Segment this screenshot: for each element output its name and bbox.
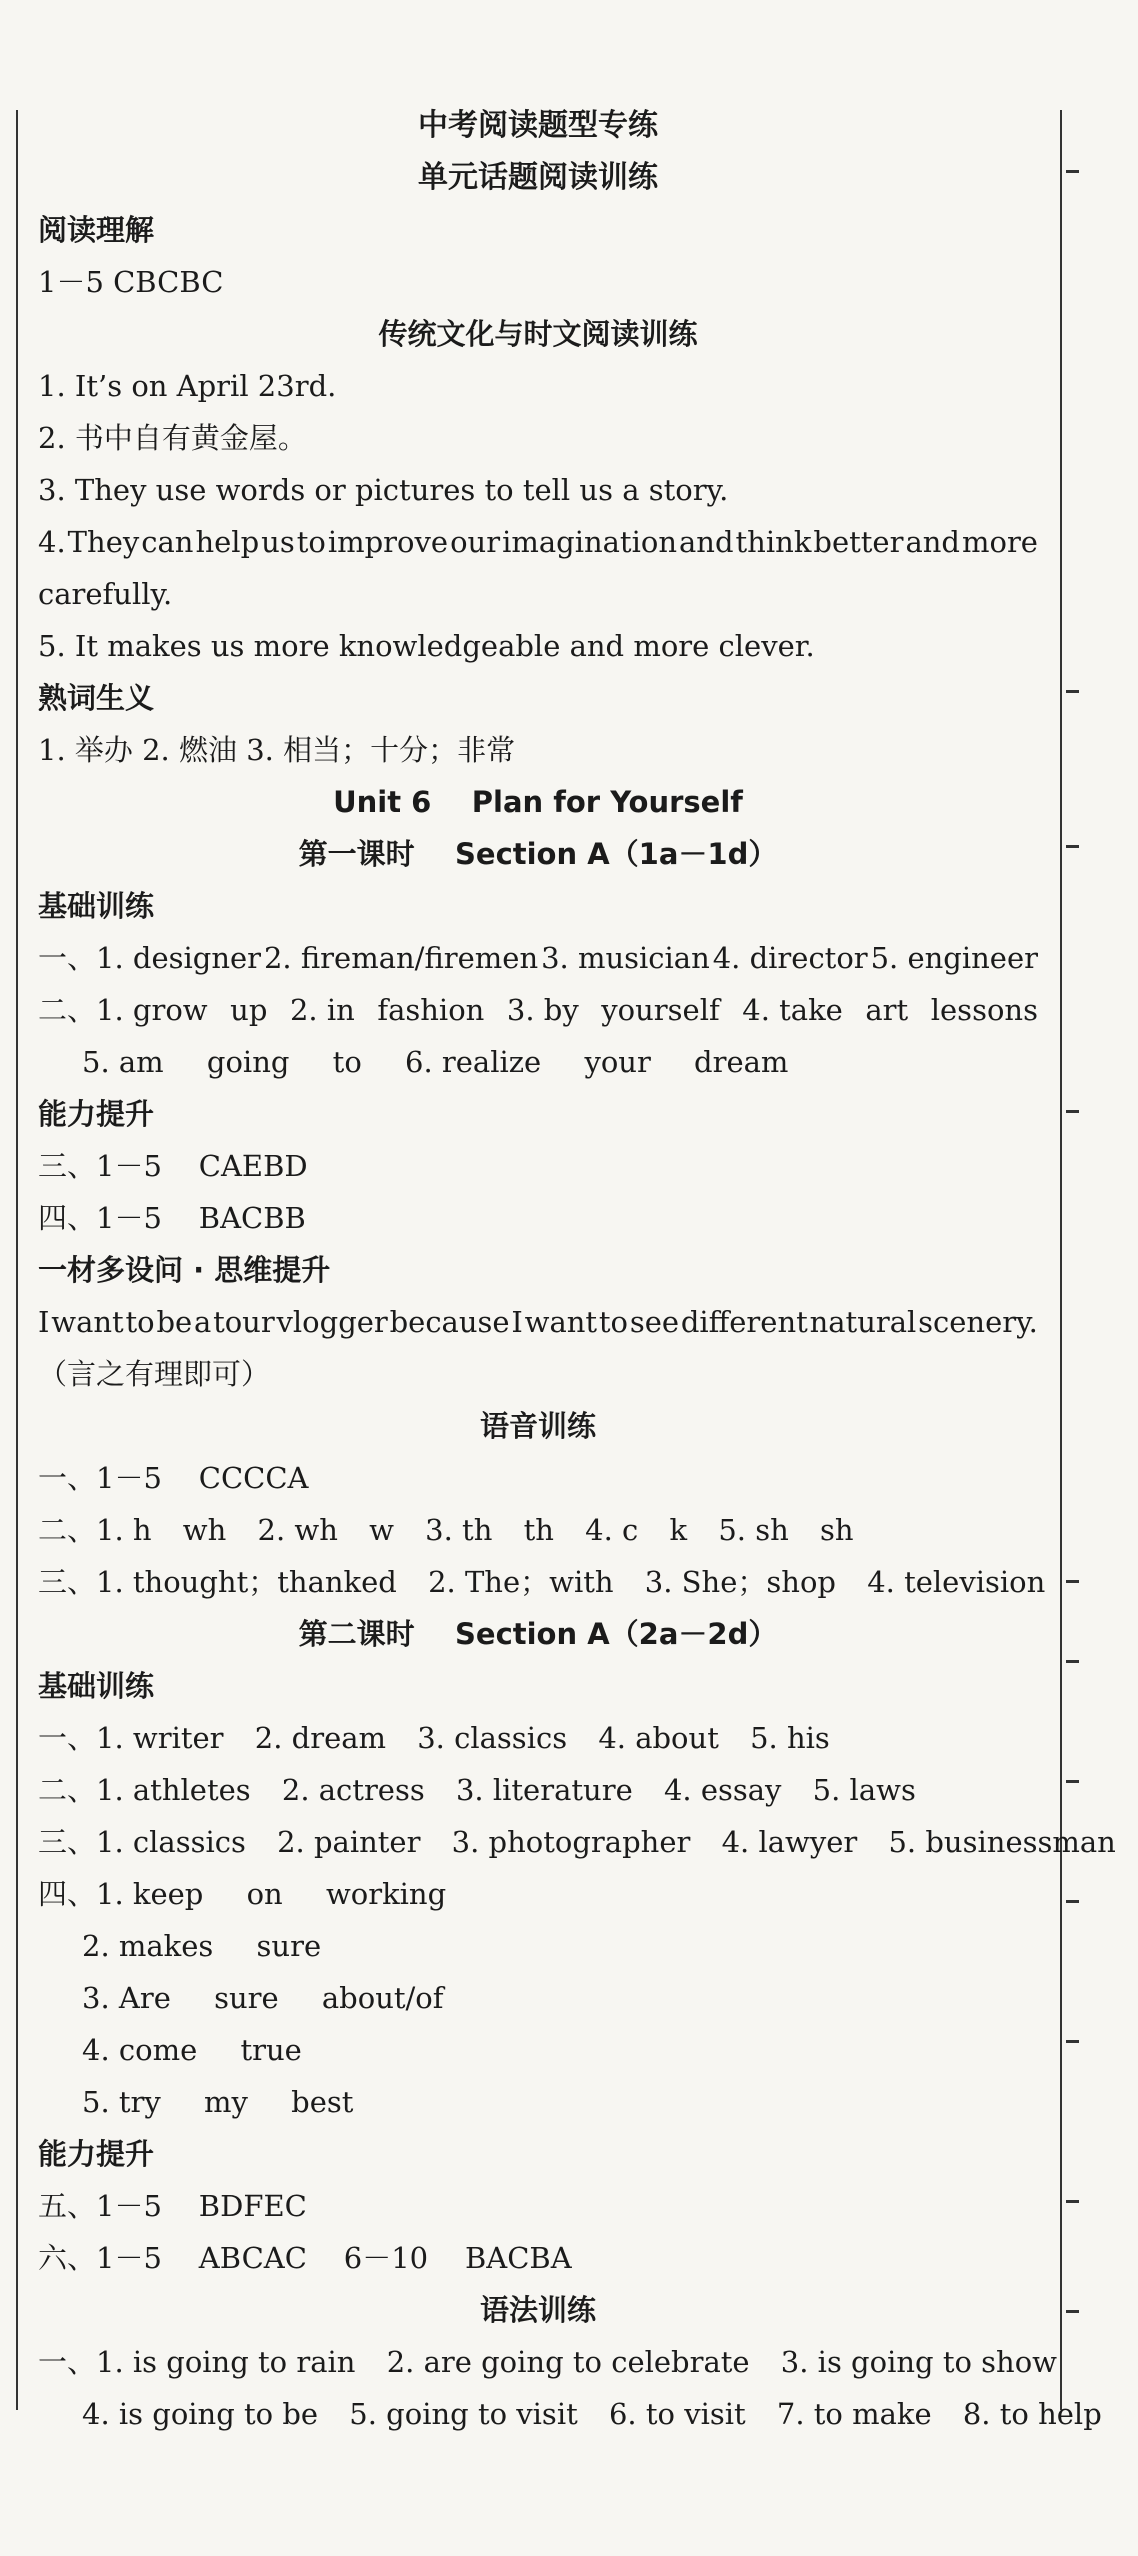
- edge-mark: [1066, 1780, 1079, 1783]
- word: and: [905, 525, 960, 559]
- edge-mark: [1066, 1580, 1079, 1583]
- edge-mark: [1066, 2040, 1079, 2043]
- answer: 5. his: [750, 1721, 830, 1755]
- answer: 二、1. athletes: [38, 1773, 251, 1807]
- left-margin-rule: [16, 110, 18, 2410]
- answer: on: [246, 1877, 283, 1911]
- culture-item-2: 2. 书中自有黄金屋。: [38, 421, 307, 455]
- answer: 4. come: [82, 2033, 198, 2067]
- answer: 一、1. writer: [38, 1721, 224, 1755]
- word: because: [389, 1305, 510, 1339]
- open-answer: [38, 1296, 1038, 1348]
- answer: 5. going to visit: [349, 2397, 578, 2431]
- heading-multi-question: 一材多设问 · 思维提升: [38, 1253, 331, 1287]
- phonics-row-3: [38, 1556, 1046, 1608]
- edge-mark: [1066, 2310, 1079, 2313]
- culture-item-4-continued: carefully.: [38, 577, 173, 611]
- answer: 4. lawyer: [721, 1825, 858, 1859]
- answer: to: [332, 1045, 362, 1079]
- answer: 2. painter: [277, 1825, 421, 1859]
- answer: 4. is going to be: [82, 2397, 319, 2431]
- lesson2-row-4-2: [38, 1920, 1038, 1972]
- word: be: [156, 1305, 193, 1339]
- word: to: [125, 1305, 155, 1339]
- answer-key-content: [38, 100, 1116, 2440]
- lesson2-row-4-4: [38, 2024, 1038, 2076]
- answer: 二、1. h: [38, 1513, 152, 1547]
- lesson-2-title: 第二课时 Section A（2a－2d）: [298, 1617, 778, 1651]
- answer: 2. fireman/firemen: [263, 941, 539, 975]
- word: different: [680, 1305, 808, 1339]
- answer: 4. television: [867, 1565, 1046, 1599]
- answer: 2. in: [289, 993, 355, 1027]
- grammar-row-1: [38, 2336, 1057, 2388]
- section-title-culture-reading: 传统文化与时文阅读训练: [378, 317, 698, 351]
- culture-item-4: [38, 516, 1038, 568]
- answer: 3. classics: [417, 1721, 568, 1755]
- heading-basic-training-2: 基础训练: [38, 1669, 155, 1703]
- lesson1-row-3: [38, 1036, 1038, 1088]
- answer: your: [584, 1045, 651, 1079]
- word: I: [38, 1305, 50, 1339]
- word: better: [813, 525, 904, 559]
- lesson2-row-6: 六、1－5 ABCAC 6－10 BACBA: [38, 2241, 572, 2275]
- phonics-row-2: [38, 1504, 1038, 1556]
- phonics-row-1: 一、1－5 CCCCA: [38, 1461, 309, 1495]
- open-answer-note: （言之有理即可）: [38, 1357, 271, 1391]
- answer: 4. take: [742, 993, 843, 1027]
- answer: fashion: [377, 993, 485, 1027]
- word: see: [629, 1305, 680, 1339]
- word: to: [296, 525, 326, 559]
- word: natural: [809, 1305, 917, 1339]
- word: to: [598, 1305, 629, 1339]
- lesson1-row-2: [38, 984, 1038, 1036]
- answer: w: [369, 1513, 394, 1547]
- answer: 6. realize: [405, 1045, 542, 1079]
- lesson2-row-5: 五、1－5 BDFEC: [38, 2189, 307, 2223]
- answer: 3. literature: [455, 1773, 633, 1807]
- answer: 2. are going to celebrate: [386, 2345, 750, 2379]
- answer: 2. wh: [257, 1513, 338, 1547]
- word: help: [195, 525, 260, 559]
- word: tour: [213, 1305, 275, 1339]
- answer: 8. to help: [962, 2397, 1102, 2431]
- familiar-words-answers: 1. 举办 2. 燃油 3. 相当；十分；非常: [38, 733, 516, 767]
- word: vlogger: [276, 1305, 388, 1339]
- answer: 2. The；with: [428, 1565, 614, 1599]
- word: us: [261, 525, 295, 559]
- answer: 5. try: [82, 2085, 161, 2119]
- unit-title: Unit 6 Plan for Yourself: [333, 785, 743, 819]
- word: a: [193, 1305, 212, 1339]
- answer: 5. sh: [718, 1513, 789, 1547]
- answer: working: [325, 1877, 447, 1911]
- answer: 四、1. keep: [38, 1877, 204, 1911]
- lesson2-row-4-5: [38, 2076, 1038, 2128]
- lesson1-row-5: 四、1－5 BACBB: [38, 1201, 306, 1235]
- reading-answers: 1－5 CBCBC: [38, 265, 224, 299]
- answer: 5. laws: [812, 1773, 916, 1807]
- lesson2-row-4: [38, 1868, 1038, 1920]
- answer: 3. by: [506, 993, 579, 1027]
- answer: lessons: [930, 993, 1038, 1027]
- answer: my: [204, 2085, 248, 2119]
- lesson2-row-3: [38, 1816, 1116, 1868]
- answer: 二、1. grow: [38, 993, 208, 1027]
- word: 4.: [38, 525, 66, 559]
- answer: going: [206, 1045, 290, 1079]
- culture-item-3: 3. They use words or pictures to tell us a story.: [38, 473, 729, 507]
- heading-basic-training-1: 基础训练: [38, 889, 155, 923]
- edge-mark: [1066, 1900, 1079, 1903]
- answer: best: [291, 2085, 354, 2119]
- culture-item-1: 1. It’s on April 23rd.: [38, 369, 337, 403]
- answer: 4. essay: [663, 1773, 782, 1807]
- culture-item-5: 5. It makes us more knowledgeable and more clever.: [38, 629, 815, 663]
- answer: 2. dream: [254, 1721, 387, 1755]
- answer: 5. am: [82, 1045, 164, 1079]
- lesson-1-title: 第一课时 Section A（1a－1d）: [298, 837, 778, 871]
- word: I: [511, 1305, 523, 1339]
- answer: 三、1. classics: [38, 1825, 246, 1859]
- lesson2-row-1: [38, 1712, 1038, 1764]
- word: want: [524, 1305, 598, 1339]
- word: improve: [327, 525, 449, 559]
- word: want: [51, 1305, 124, 1339]
- right-margin-rule: [1060, 110, 1062, 2410]
- edge-mark: [1066, 2200, 1079, 2203]
- answer: 6. to visit: [608, 2397, 746, 2431]
- answer: 一、1. designer: [38, 941, 262, 975]
- answer: up: [230, 993, 268, 1027]
- phonics-title: 语音训练: [479, 1409, 596, 1443]
- answer: 5. businessman: [888, 1825, 1116, 1859]
- edge-mark: [1066, 170, 1079, 173]
- edge-mark: [1066, 1660, 1079, 1663]
- word: scenery.: [918, 1305, 1038, 1339]
- lesson2-row-2: [38, 1764, 1038, 1816]
- answer: th: [523, 1513, 554, 1547]
- answer: 2. actress: [281, 1773, 425, 1807]
- answer: 5. engineer: [870, 941, 1038, 975]
- answer: sure: [214, 1981, 279, 2015]
- answer: 3. th: [425, 1513, 493, 1547]
- answer: 3. musician: [541, 941, 710, 975]
- lesson1-row-1: [38, 932, 1038, 984]
- edge-mark: [1066, 1110, 1079, 1113]
- word: more: [961, 525, 1038, 559]
- grammar-title: 语法训练: [479, 2293, 596, 2327]
- answer: sh: [820, 1513, 854, 1547]
- heading-ability-2: 能力提升: [38, 2137, 155, 2171]
- lesson1-row-4: 三、1－5 CAEBD: [38, 1149, 308, 1183]
- edge-mark: [1066, 845, 1079, 848]
- word: think: [735, 525, 812, 559]
- edge-mark: [1066, 690, 1079, 693]
- answer: 7. to make: [776, 2397, 932, 2431]
- heading-reading-comprehension: 阅读理解: [38, 213, 155, 247]
- word: our: [450, 525, 501, 559]
- heading-ability-1: 能力提升: [38, 1097, 155, 1131]
- answer: art: [865, 993, 909, 1027]
- answer: 4. c: [585, 1513, 639, 1547]
- answer: about/of: [321, 1981, 444, 2015]
- answer: sure: [256, 1929, 322, 1963]
- section-title-unit-reading: 单元话题阅读训练: [418, 160, 658, 195]
- answer: dream: [694, 1045, 789, 1079]
- main-title: 中考阅读题型专练: [418, 108, 658, 143]
- answer: 3. is going to show: [780, 2345, 1057, 2379]
- answer: 3. photographer: [451, 1825, 691, 1859]
- answer: yourself: [601, 993, 720, 1027]
- lesson2-row-4-3: [38, 1972, 1038, 2024]
- word: They: [67, 525, 140, 559]
- heading-familiar-words: 熟词生义: [38, 681, 155, 715]
- answer: true: [240, 2033, 302, 2067]
- grammar-row-2: [38, 2388, 1102, 2440]
- answer: 3. Are: [82, 1981, 171, 2015]
- answer: 一、1. is going to rain: [38, 2345, 356, 2379]
- word: and: [679, 525, 734, 559]
- word: can: [141, 525, 194, 559]
- answer: k: [669, 1513, 688, 1547]
- answer: 4. director: [712, 941, 868, 975]
- answer: wh: [182, 1513, 227, 1547]
- word: imagination: [502, 525, 677, 559]
- answer: 3. She；shop: [644, 1565, 836, 1599]
- answer: 4. about: [598, 1721, 719, 1755]
- answer: 2. makes: [82, 1929, 214, 1963]
- answer: 三、1. thought；thanked: [38, 1565, 397, 1599]
